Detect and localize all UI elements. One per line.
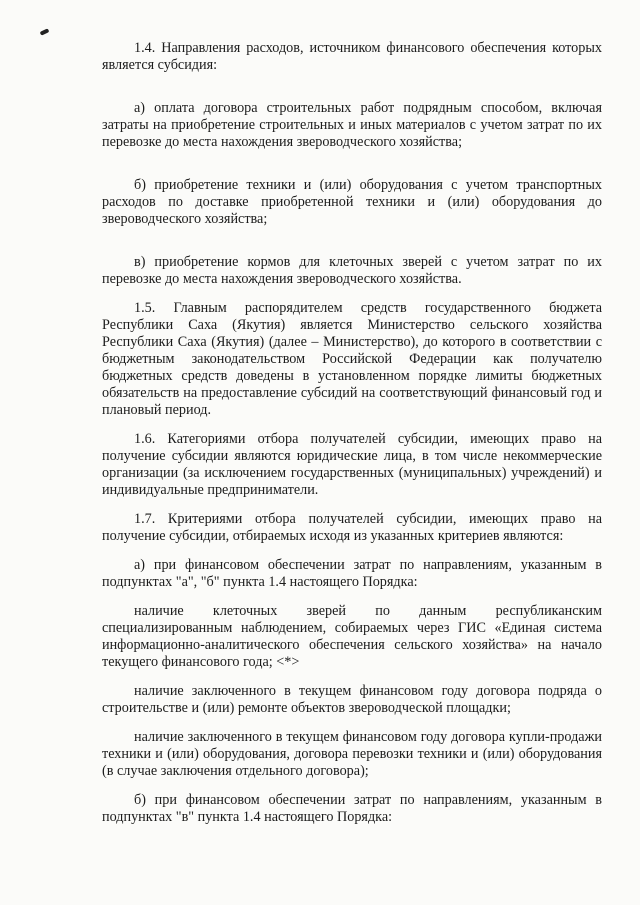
clause-1-4-b: б) приобретение техники и (или) оборудования с учетом транспортных расходов по доставке приобретенной техники и (или) оборудования до звероводческого хозяйства; — [102, 177, 602, 227]
clause-1-4: 1.4. Направления расходов, источником финансового обеспечения которых является субсидия: — [102, 40, 602, 73]
clause-1-7-a: а) при финансовом обеспечении затрат по направлениям, указанным в подпунктах "а", "б" пункта 1.4 настоящего Порядка: — [102, 557, 602, 590]
clause-1-4-v: в) приобретение кормов для клеточных зверей с учетом затрат по их перевозке до места нахождения звероводческого хозяйства. — [102, 254, 602, 287]
clause-1-7-b: б) при финансовом обеспечении затрат по направлениям, указанным в подпунктах "в" пункта 1.4 настоящего Порядка: — [102, 792, 602, 825]
clause-1-6: 1.6. Категориями отбора получателей субсидии, имеющих право на получение субсидии являются юридические лица, в том числе некоммерческие организации (за исключением государственных (муниципальных) учреждений) и индивидуальные предприниматели. — [102, 431, 602, 498]
document-body — [102, 40, 602, 826]
clause-1-5: 1.5. Главным распорядителем средств государственного бюджета Республики Саха (Якутия) является Министерство сельского хозяйства Республики Саха (Якутия) (далее – Министерство), до которого в соответствии с бюджетным законодательством Российской Федерации как получателю бюджетных средств доведены в установленном порядке лимиты бюджетных обязательств на предоставление субсидий на соответствующий финансовый год и плановый период. — [102, 300, 602, 418]
criterion-purchase-contract: наличие заключенного в текущем финансовом году договора купли-продажи техники и (или) оборудования, договора перевозки техники и (или) оборудования (в случае заключения отдельного договора); — [102, 729, 602, 779]
criterion-animals: наличие клеточных зверей по данным республиканским специализированным наблюдением, собираемых через ГИС «Единая система информационно-аналитического обеспечения сельского хозяйства» на начало текущего финансового года; <*> — [102, 603, 602, 670]
criterion-construction-contract: наличие заключенного в текущем финансовом году договора подряда о строительстве и (или) ремонте объектов звероводческой площадки; — [102, 683, 602, 716]
clause-1-7: 1.7. Критериями отбора получателей субсидии, имеющих право на получение субсидии, отбираемых исходя из указанных критериев являются: — [102, 511, 602, 544]
clause-1-4-a: а) оплата договора строительных работ подрядным способом, включая затраты на приобретение строительных и иных материалов с учетом затрат по их перевозке до места нахождения звероводческого хозяйства; — [102, 100, 602, 150]
ink-mark — [40, 28, 50, 35]
